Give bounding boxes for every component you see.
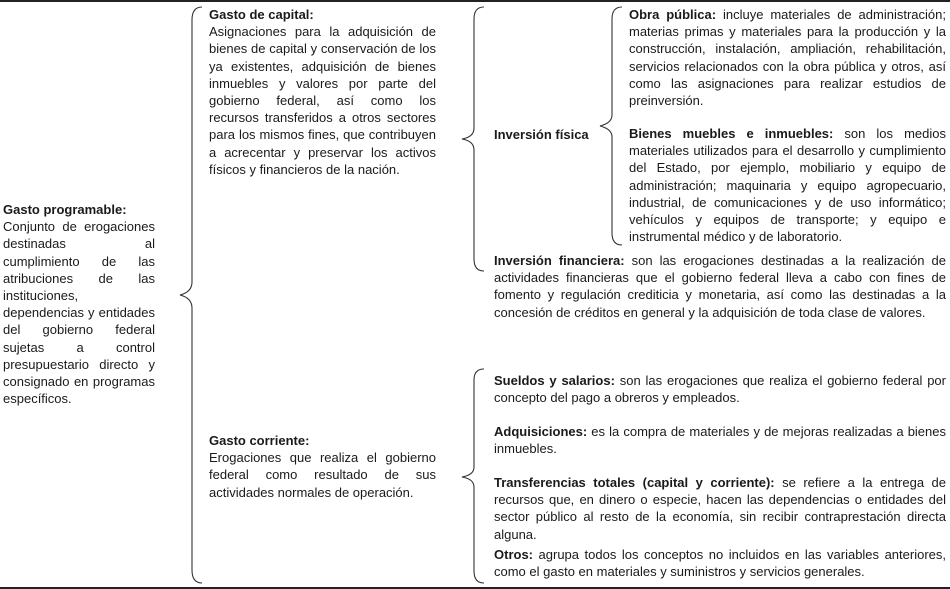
- transferencias-node: [494, 474, 946, 543]
- obra-publica-node: [629, 6, 946, 109]
- adquisiciones-node: [494, 423, 946, 457]
- gasto-corriente-title: Gasto corriente:: [209, 433, 310, 448]
- obra-publica-title: Obra pública:: [629, 7, 717, 22]
- inversion-financiera-title: Inversión financiera:: [494, 253, 625, 268]
- top-rule: [0, 0, 950, 2]
- bottom-rule: [0, 587, 950, 589]
- gasto-corriente-node: [209, 432, 436, 501]
- brace-gasto-programable: [178, 6, 204, 584]
- sueldos-description: son las erogaciones que realiza el gobierno federal por concepto del pago a obreros y empleados.: [494, 373, 946, 406]
- otros-title: Otros:: [494, 547, 533, 562]
- gasto-programable-description: Conjunto de erogaciones destinadas al cumplimiento de las atribuciones de las instituciones, dependencias y entidades del gobierno federal sujetas a control presupuestario directo y consignado en programas específicos.: [3, 219, 155, 407]
- adquisiciones-title: Adquisiciones:: [494, 424, 588, 439]
- obra-publica-description: incluye materiales de administración; materias primas y materiales para la producción y la construcción, instalación, ampliación, rehabilitación, servicios relacionados con la obra pública y otros, así como las asignaciones para realizar estudios de preinversión.: [629, 7, 946, 109]
- sueldos-title: Sueldos y salarios:: [494, 373, 615, 388]
- adquisiciones-description: es la compra de materiales y de mejoras realizadas a bienes inmuebles.: [494, 424, 946, 457]
- transferencias-description: se refiere a la entrega de recursos que, en dinero o especie, hacen las dependencias o entidades del sector público al resto de la economía, sin recibir contraprestación directa alguna.: [494, 475, 947, 542]
- otros-node: [494, 546, 946, 580]
- brace-gasto-capital: [460, 6, 486, 272]
- bienes-muebles-node: [629, 125, 946, 245]
- inversion-financiera-node: [494, 252, 946, 321]
- gasto-capital-description: Asignaciones para la adquisición de bienes de capital y conservación de los ya existentes, adquisición de bienes inmuebles y valores por parte del gobierno federal, así como los recursos transferidos a otros sectores para los mismos fines, que contribuyen a acrecentar y preservar los activos físicos y financieros de la nación.: [209, 24, 436, 177]
- transferencias-title: Transferencias totales (capital y corriente):: [494, 475, 775, 490]
- gasto-programable-title: Gasto programable:: [3, 202, 127, 217]
- brace-gasto-corriente: [460, 368, 486, 584]
- inversion-financiera-description: son las erogaciones destinadas a la realización de actividades financieras que el gobierno federal lleva a cabo con fines de fomento y regulación crediticia y monetaria, así como las destinadas a la concesión de créditos en general y la adquisición de toda clase de valores.: [494, 253, 946, 320]
- bienes-muebles-title: Bienes muebles e inmuebles:: [629, 126, 834, 141]
- gasto-corriente-description: Erogaciones que realiza el gobierno federal como resultado de sus actividades normales de operación.: [209, 450, 436, 500]
- otros-description: agrupa todos los conceptos no incluidos en las variables anteriores, como el gasto en materiales y suministros y servicios generales.: [494, 547, 946, 580]
- gasto-capital-node: [209, 6, 436, 178]
- sueldos-node: [494, 372, 946, 406]
- bienes-muebles-description: son los medios materiales utilizados para el desarrollo y cumplimiento del Estado, por ejemplo, mobiliario y equipo de administración; maquinaria y equipo agropecuario, industrial, de comunicaciones y de uso informático; vehículos y equipos de transporte; y equipo e instrumental médico y de laboratorio.: [629, 126, 946, 245]
- brace-inversion-fisica: [598, 6, 624, 246]
- gasto-capital-title: Gasto de capital:: [209, 7, 314, 22]
- gasto-programable-node: [3, 201, 155, 407]
- inversion-fisica-label: Inversión física: [494, 127, 589, 142]
